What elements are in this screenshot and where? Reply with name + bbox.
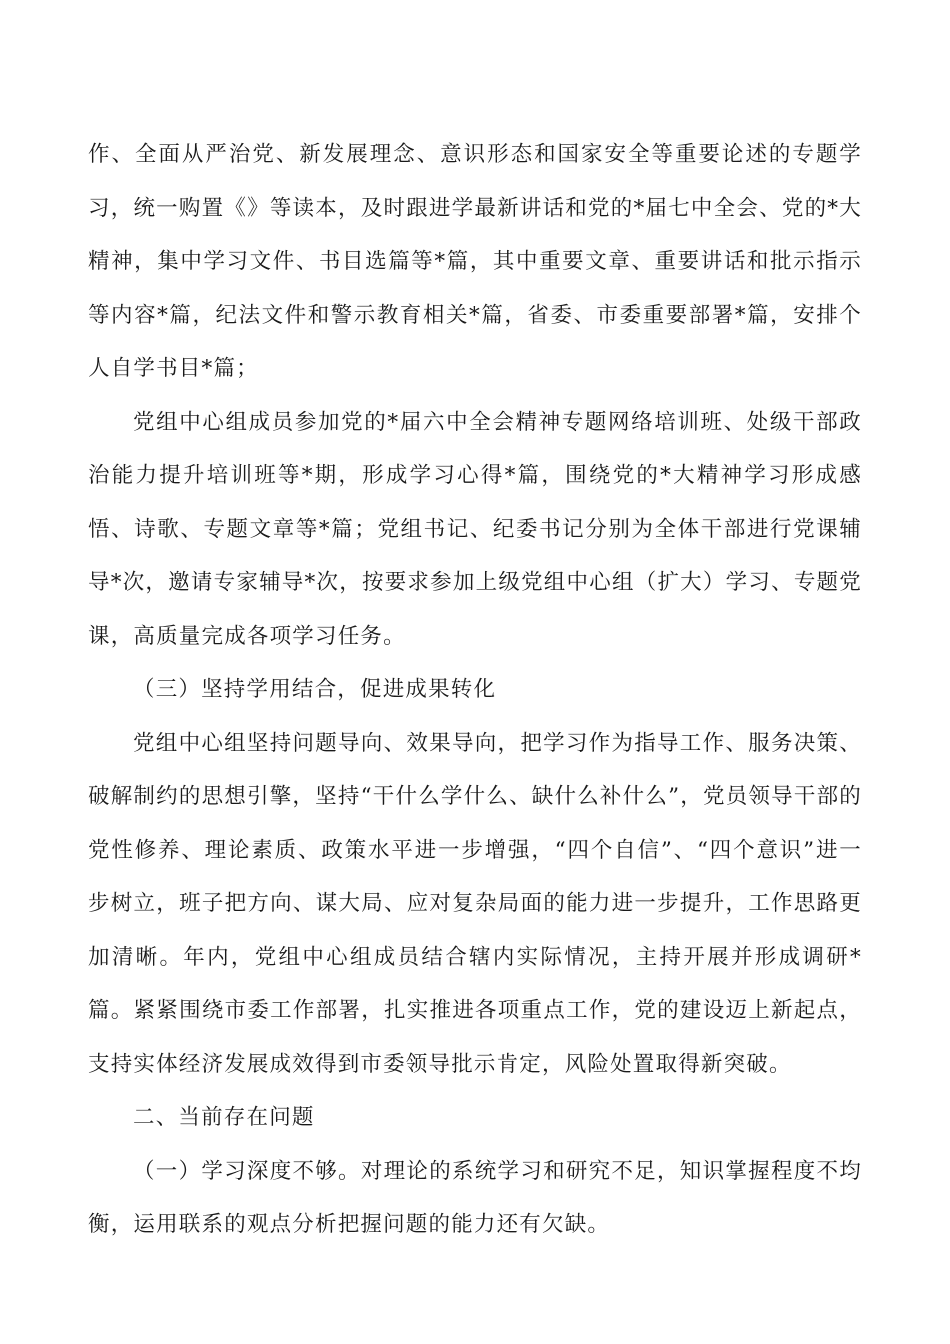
paragraph-training: 党组中心组成员参加党的*届六中全会精神专题网络培训班、处级干部政治能力提升培训班等*期，形成学习心得*篇，围绕党的*大精神学习形成感悟、诗歌、专题文章等*篇；党组书记、纪委书记分别为全体干部进行党课辅导*次，邀请专家辅导*次，按要求参加上级党组中心组（扩大）学习、专题党课，高质量完成各项学习任务。: [88, 409, 862, 649]
document-body: [88, 128, 862, 1252]
paragraph-outcomes: 党组中心组坚持问题导向、效果导向，把学习作为指导工作、服务决策、破解制约的思想引擎，坚持“干什么学什么、缺什么补什么”，党员领导干部的党性修养、理论素质、政策水平进一步增强，“四个自信”、“四个意识”进一步树立，班子把方向、谋大局、应对复杂局面的能力进一步提升，工作思路更加清晰。年内，党组中心组成员结合辖内实际情况，主持开展并形成调研*篇。紧紧围绕市委工作部署，扎实推进各项重点工作，党的建设迈上新起点，支持实体经济发展成效得到市委领导批示肯定，风险处置取得新突破。: [88, 730, 862, 1077]
paragraph-continuation: 作、全面从严治党、新发展理念、意识形态和国家安全等重要论述的专题学习，统一购置《》等读本，及时跟进学最新讲话和党的*届七中全会、党的*大精神，集中学习文件、书目选篇等*篇，其中重要文章、重要讲话和批示指示等内容*篇，纪法文件和警示教育相关*篇，省委、市委重要部署*篇，安排个人自学书目*篇；: [88, 142, 862, 381]
section-heading-3: （三）坚持学用结合，促进成果转化: [133, 677, 497, 702]
section-heading-problems: 二、当前存在问题: [133, 1105, 315, 1130]
paragraph-problem-1: （一）学习深度不够。对理论的系统学习和研究不足，知识掌握程度不均衡，运用联系的观点分析把握问题的能力还有欠缺。: [88, 1158, 862, 1237]
